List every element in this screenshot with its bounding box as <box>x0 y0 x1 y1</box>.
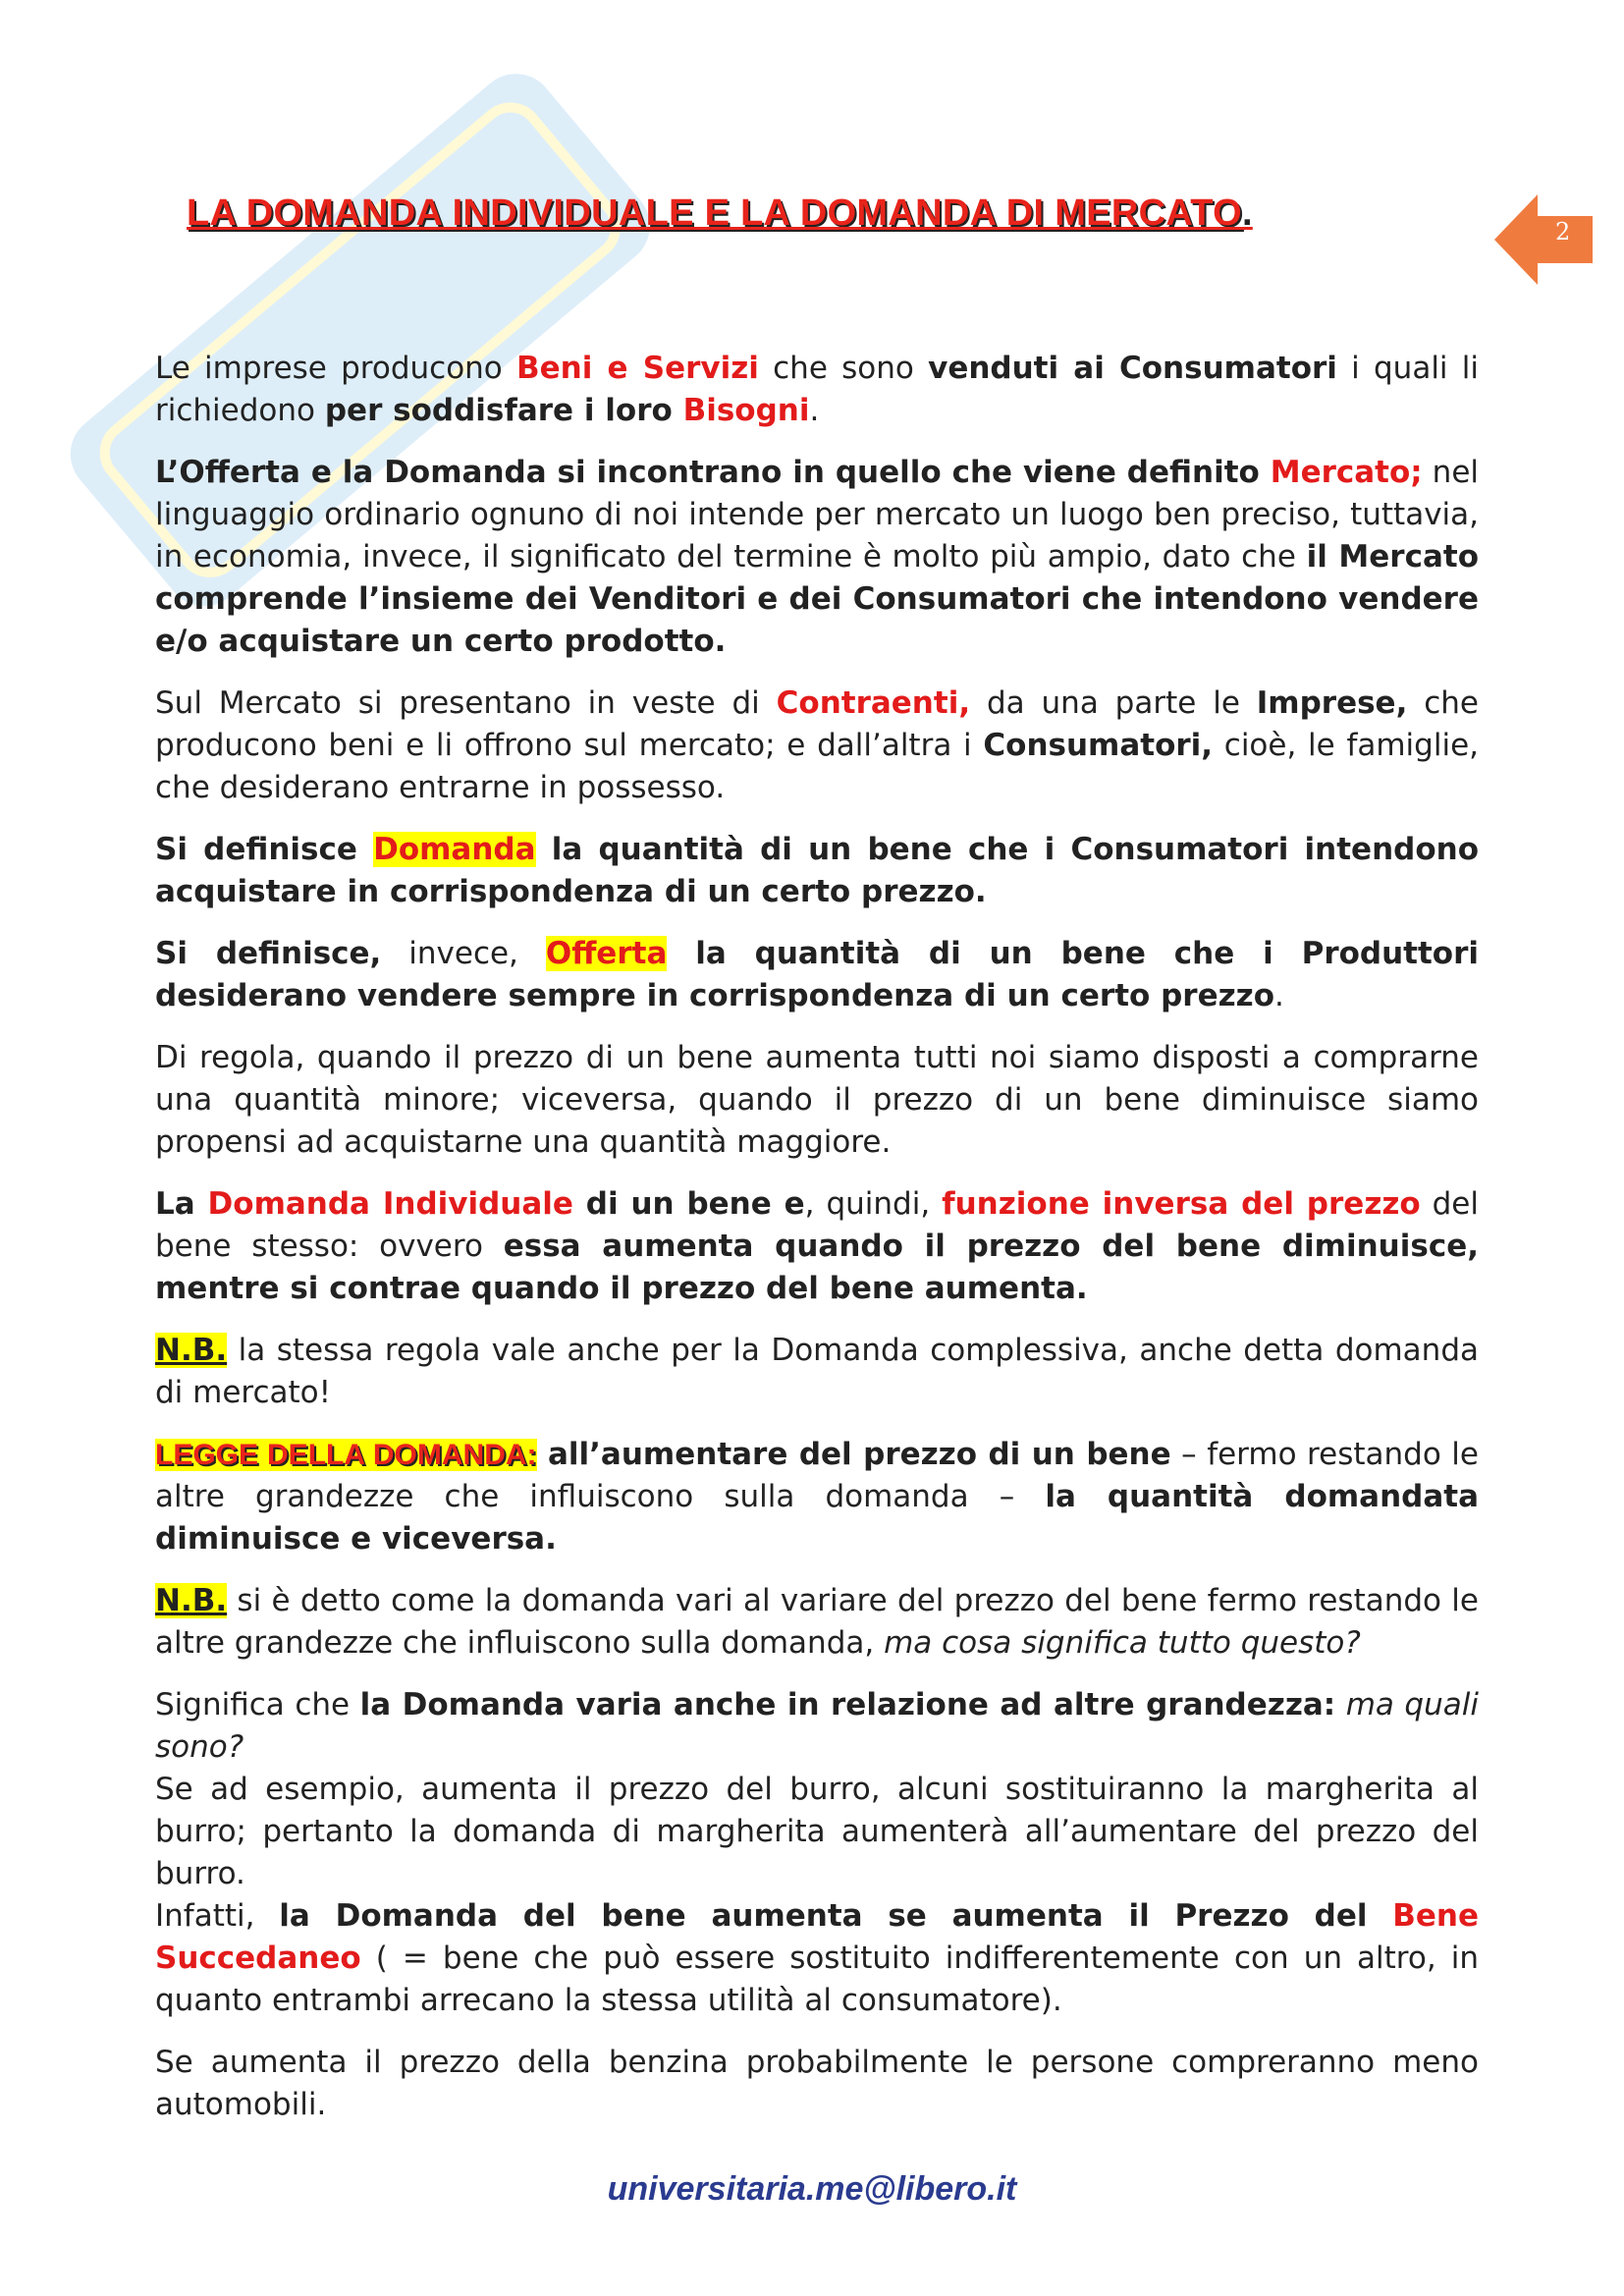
page-number-tab <box>1494 194 1593 285</box>
paragraph-mercato: L’Offerta e la Domanda si incontrano in quello che viene definito Mercato; nel linguaggio ordinario ognuno di noi intende per mercato un luogo ben preciso, tuttavia, in economia, invece, il significato del termine è molto più ampio, dato che il Mercato comprende l’insieme dei Venditori e dei Consumatori che intendono vendere e/o acquistare un certo prodotto. <box>155 455 1480 659</box>
paragraph-significa: Significa che la Domanda varia anche in relazione ad altre grandezza: ma quali sono? <box>155 1687 1479 1765</box>
left-arrow-icon <box>1494 194 1593 285</box>
paragraph-burro: Se ad esempio, aumenta il prezzo del burro, alcuni sostituiranno la margherita al burro; pertanto la domanda di margherita aumenterà all’aumentare del prezzo del burro. <box>155 1772 1479 1891</box>
legge-label: LEGGE DELLA DOMANDA: <box>155 1439 537 1471</box>
nb-badge: N.B. <box>155 1583 228 1618</box>
paragraph-intro: Le imprese producono Beni e Servizi che sono venduti ai Consumatori i quali li richiedono per soddisfare i loro Bisogni. <box>155 351 1480 428</box>
paragraph-legge-domanda: LEGGE DELLA DOMANDA: all’aumentare del prezzo di un bene – fermo restando le altre grandezze che influiscono sulla domanda – la quantità domandata diminuisce e viceversa. <box>155 1437 1480 1557</box>
paragraph-benzina: Se aumenta il prezzo della benzina probabilmente le persone compreranno meno automobili. <box>155 2045 1479 2122</box>
nb-badge: N.B. <box>155 1333 228 1368</box>
page-number: 2 <box>1555 218 1571 246</box>
paragraph-nb-1: N.B. la stessa regola vale anche per la Domanda complessiva, anche detta domanda di mercato! <box>155 1333 1479 1410</box>
paragraph-nb-2: N.B. si è detto come la domanda vari al variare del prezzo del bene fermo restando le altre grandezze che influiscono sulla domanda, ma cosa significa tutto questo? <box>155 1583 1479 1661</box>
paragraph-succedaneo: Infatti, la Domanda del bene aumenta se aumenta il Prezzo del Bene Succedaneo ( = bene che può essere sostituito indifferentemente con un altro, in quanto entrambi arrecano la stessa utilità al consumatore). <box>155 1898 1479 2018</box>
footer-email[interactable]: universitaria.me@libero.it <box>607 2170 1017 2208</box>
paragraph-regola: Di regola, quando il prezzo di un bene aumenta tutti noi siamo disposti a comprarne una quantità minore; viceversa, quando il prezzo di un bene diminuisce siamo propensi ad acquistarne una quantità maggiore. <box>155 1040 1479 1160</box>
paragraph-domanda-definition: Si definisce Domanda la quantità di un bene che i Consumatori intendono acquistare in corrispondenza di un certo prezzo. <box>155 832 1479 909</box>
paragraph-offerta-definition: Si definisce, invece, Offerta la quantità di un bene che i Produttori desiderano vendere sempre in corrispondenza di un certo prezzo. <box>155 936 1480 1013</box>
paragraph-domanda-individuale: La Domanda Individuale di un bene e, quindi, funzione inversa del prezzo del bene stesso: ovvero essa aumenta quando il prezzo del bene diminuisce, mentre si contrae quando il prezzo del bene aumenta. <box>155 1186 1479 1306</box>
paragraph-contraenti: Sul Mercato si presentano in veste di Contraenti, da una parte le Imprese, che producono beni e li offrono sul mercato; e dall’altra i Consumatori, cioè, le famiglie, che desiderano entrarne in possesso. <box>155 685 1479 805</box>
page-title: LA DOMANDA INDIVIDUALE E LA DOMANDA DI MERCATO. <box>187 192 1253 234</box>
document-body <box>155 348 1479 2146</box>
